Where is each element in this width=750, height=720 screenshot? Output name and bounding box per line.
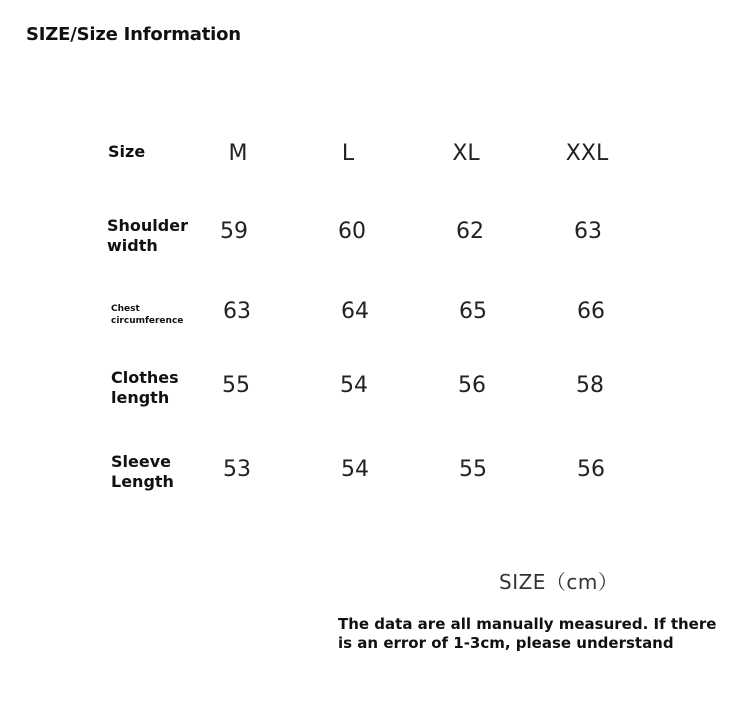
row-label-line: Sleeve bbox=[111, 452, 171, 471]
table-cell: 55 bbox=[222, 373, 250, 398]
row-label-line: Chest bbox=[111, 304, 140, 314]
table-cell: 63 bbox=[223, 299, 251, 324]
table-cell: 53 bbox=[223, 457, 251, 482]
row-label-line: Clothes bbox=[111, 368, 179, 387]
table-cell: 66 bbox=[577, 299, 605, 324]
table-cell: 58 bbox=[576, 373, 604, 398]
row-label-line: width bbox=[107, 236, 158, 255]
size-header-label: Size bbox=[108, 142, 146, 161]
note-line: is an error of 1-3cm, please understand bbox=[338, 634, 674, 652]
table-cell: 54 bbox=[341, 457, 369, 482]
row-label-line: circumference bbox=[111, 316, 184, 326]
table-cell: 55 bbox=[459, 457, 487, 482]
table-cell: 62 bbox=[456, 219, 484, 244]
table-cell: 56 bbox=[577, 457, 605, 482]
column-header-xxl: XXL bbox=[565, 141, 609, 166]
note-line: The data are all manually measured. If there bbox=[338, 615, 717, 633]
table-cell: 63 bbox=[574, 219, 602, 244]
measurement-note bbox=[338, 615, 718, 653]
row-label-clothes-length bbox=[111, 368, 179, 408]
row-label-chest-circumference bbox=[111, 303, 183, 327]
row-label-shoulder-width bbox=[107, 216, 188, 256]
column-header-l: L bbox=[341, 141, 355, 166]
row-label-line: Shoulder bbox=[107, 216, 188, 235]
unit-label: SIZE（cm） bbox=[499, 570, 619, 594]
column-header-m: M bbox=[228, 141, 248, 166]
row-label-line: length bbox=[111, 388, 170, 407]
table-cell: 64 bbox=[341, 299, 369, 324]
table-cell: 59 bbox=[220, 219, 248, 244]
table-cell: 60 bbox=[338, 219, 366, 244]
row-label-line: Length bbox=[111, 472, 174, 491]
column-header-xl: XL bbox=[452, 141, 480, 166]
page-title: SIZE/Size Information bbox=[26, 24, 241, 45]
table-cell: 65 bbox=[459, 299, 487, 324]
table-cell: 56 bbox=[458, 373, 486, 398]
table-cell: 54 bbox=[340, 373, 368, 398]
row-label-sleeve-length bbox=[111, 452, 174, 492]
